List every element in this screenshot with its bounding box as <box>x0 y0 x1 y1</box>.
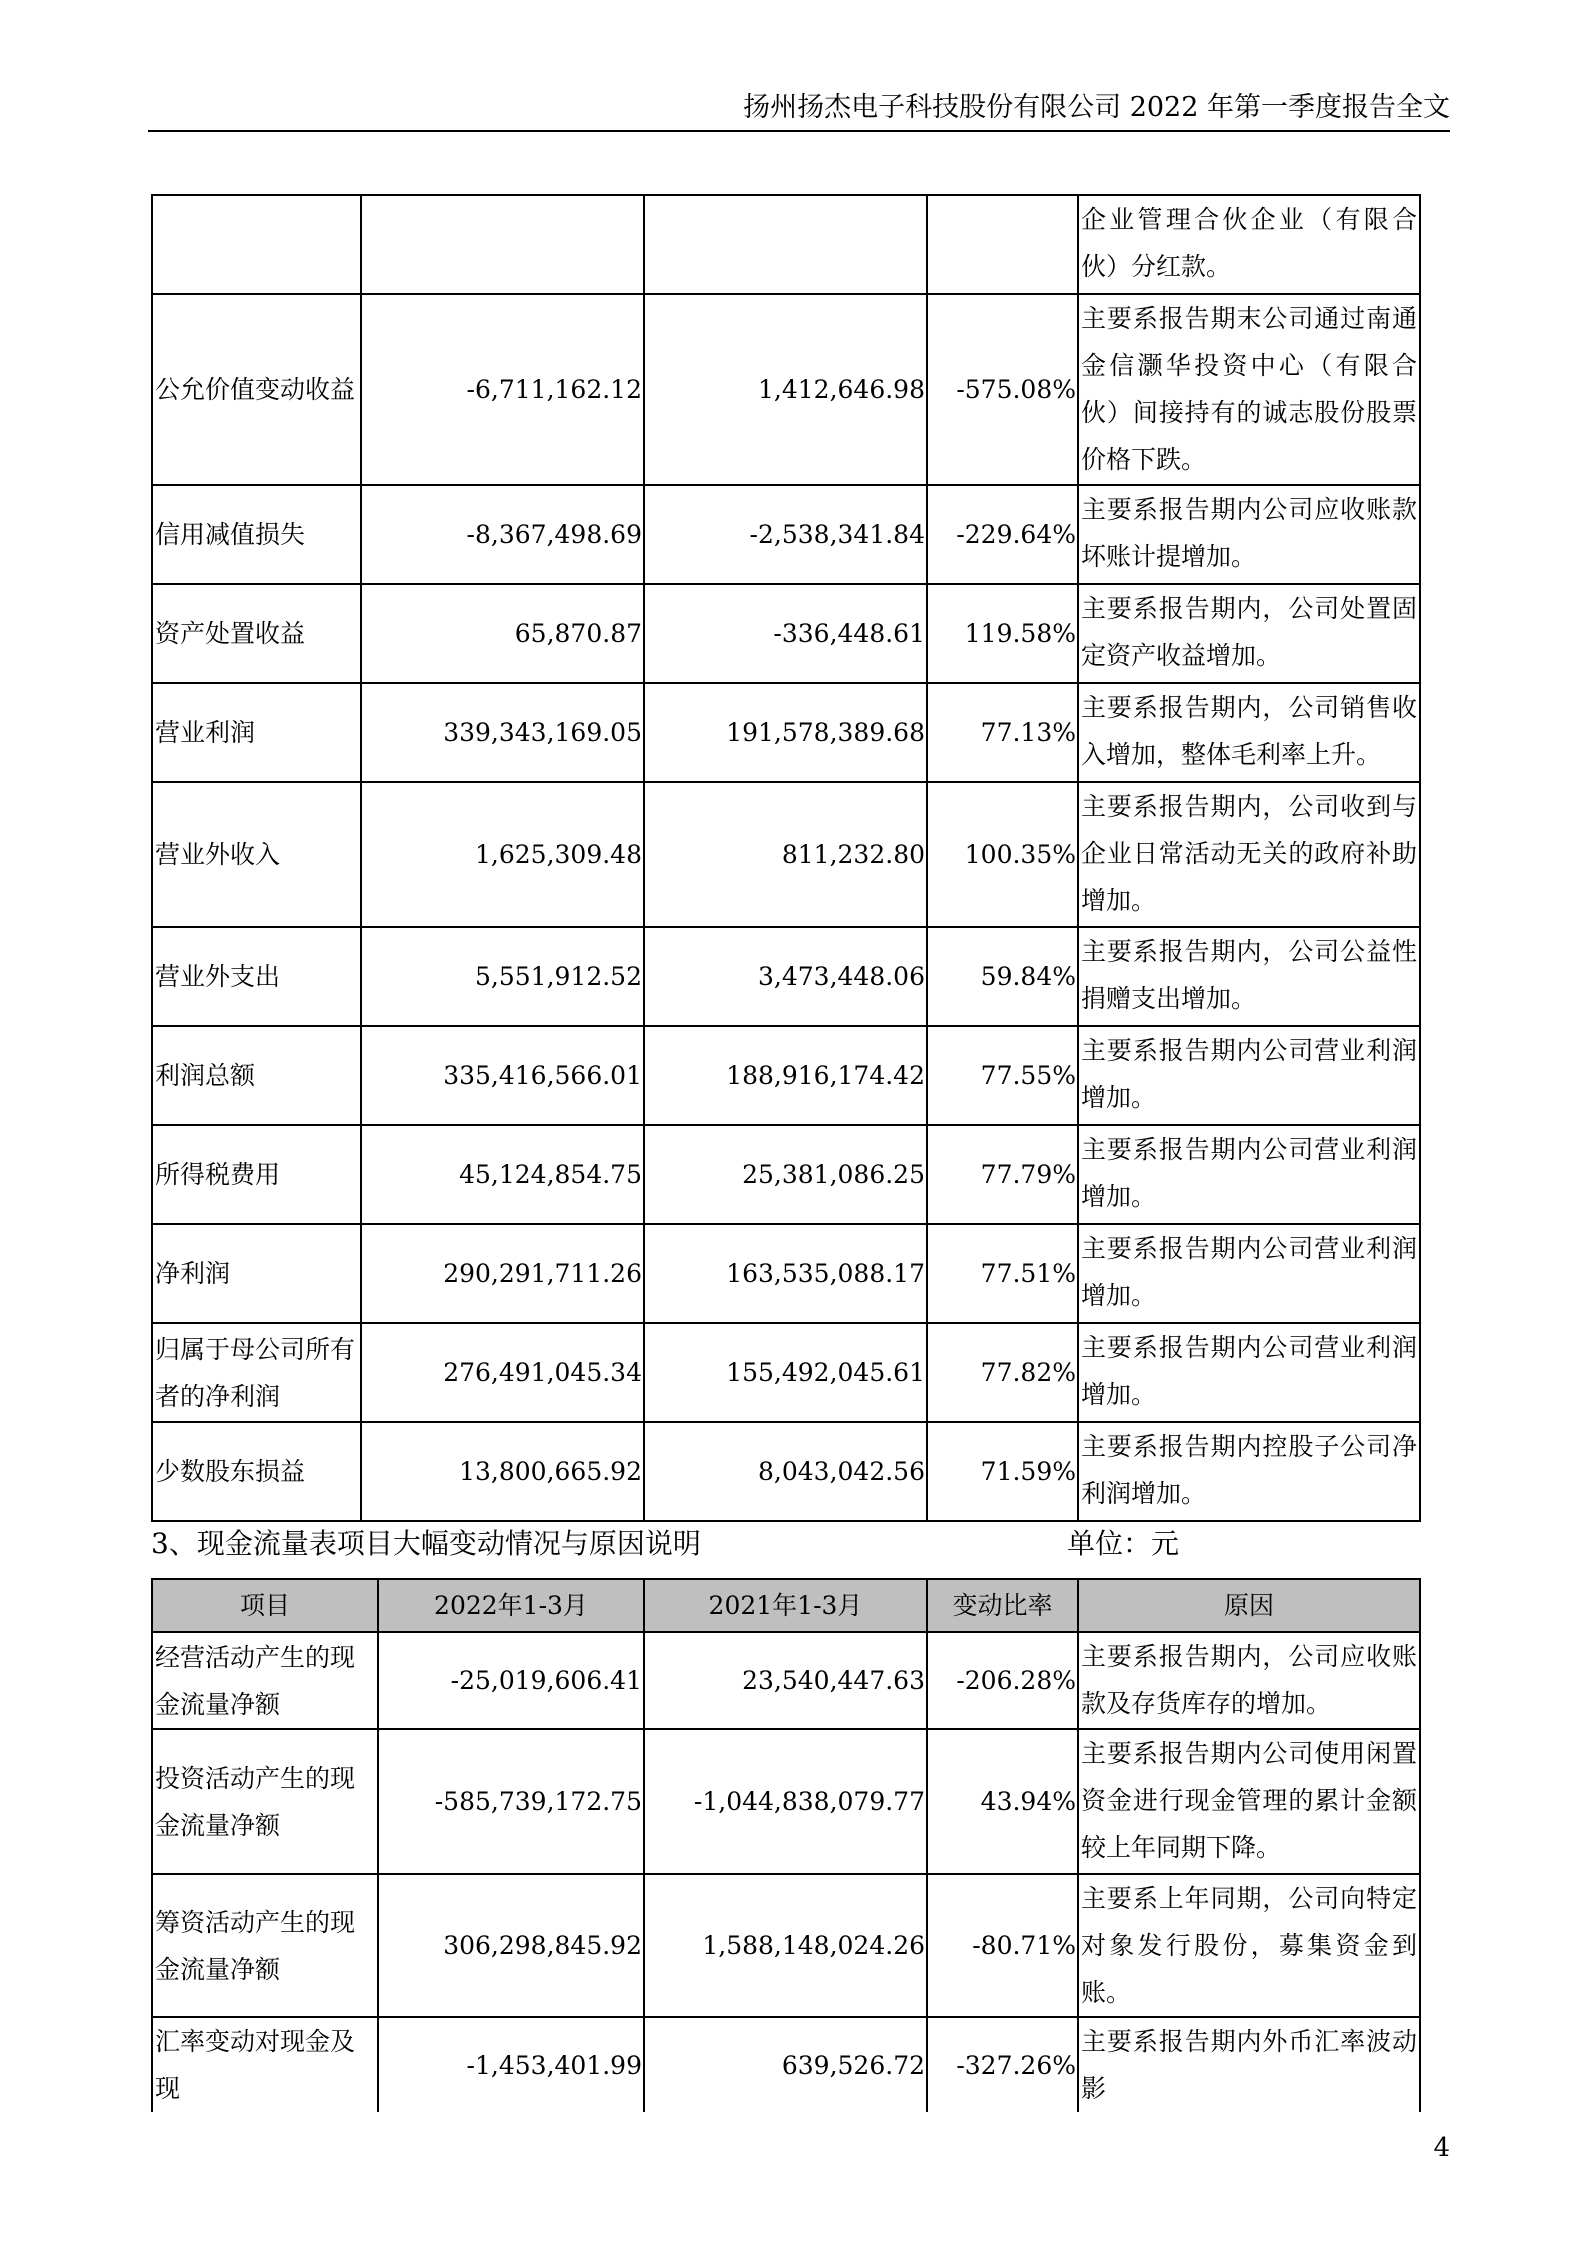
row-label: 营业利润 <box>152 683 361 782</box>
row-label: 公允价值变动收益 <box>152 294 361 485</box>
table-row <box>152 195 1420 294</box>
table-row <box>152 294 1420 485</box>
header-prior-period: 2021年1-3月 <box>644 1579 927 1632</box>
table-row <box>152 1125 1420 1224</box>
row-label: 汇率变动对现金及现 <box>152 2017 378 2112</box>
change-ratio: -206.28% <box>927 1632 1078 1729</box>
change-ratio <box>927 195 1078 294</box>
change-ratio: 77.82% <box>927 1323 1078 1422</box>
prior-period-value: -2,538,341.84 <box>644 485 927 584</box>
header-rule <box>148 130 1450 132</box>
change-ratio: -575.08% <box>927 294 1078 485</box>
reason-text: 主要系报告期内公司使用闲置资金进行现金管理的累计金额较上年同期下降。 <box>1078 1729 1420 1874</box>
change-ratio: -80.71% <box>927 1874 1078 2017</box>
page-header: 扬州扬杰电子科技股份有限公司 2022 年第一季度报告全文 <box>743 92 1450 123</box>
reason-text: 主要系上年同期，公司向特定对象发行股份，募集资金到账。 <box>1078 1874 1420 2017</box>
row-label: 归属于母公司所有者的净利润 <box>152 1323 361 1422</box>
current-period-value: 290,291,711.26 <box>361 1224 644 1323</box>
table-row <box>152 1422 1420 1521</box>
table-row <box>152 1729 1420 1874</box>
reason-text: 主要系报告期内，公司处置固定资产收益增加。 <box>1078 584 1420 683</box>
cashflow-changes-table <box>151 1578 1421 2112</box>
table-row <box>152 782 1420 927</box>
change-ratio: 77.79% <box>927 1125 1078 1224</box>
prior-period-value: 163,535,088.17 <box>644 1224 927 1323</box>
income-table-body <box>152 195 1420 1521</box>
header-current-period: 2022年1-3月 <box>378 1579 644 1632</box>
prior-period-value: 191,578,389.68 <box>644 683 927 782</box>
prior-period-value: 811,232.80 <box>644 782 927 927</box>
reason-text: 主要系报告期内外币汇率波动影 <box>1078 2017 1420 2112</box>
current-period-value: -1,453,401.99 <box>378 2017 644 2112</box>
table-row <box>152 1632 1420 1729</box>
prior-period-value: 23,540,447.63 <box>644 1632 927 1729</box>
row-label: 经营活动产生的现金流量净额 <box>152 1632 378 1729</box>
current-period-value: -6,711,162.12 <box>361 294 644 485</box>
reason-text: 主要系报告期内，公司公益性捐赠支出增加。 <box>1078 927 1420 1026</box>
prior-period-value: 25,381,086.25 <box>644 1125 927 1224</box>
reason-text: 主要系报告期内公司营业利润增加。 <box>1078 1323 1420 1422</box>
current-period-value: -8,367,498.69 <box>361 485 644 584</box>
current-period-value: 45,124,854.75 <box>361 1125 644 1224</box>
section-3-heading <box>151 1522 1433 1566</box>
prior-period-value <box>644 195 927 294</box>
change-ratio: 77.13% <box>927 683 1078 782</box>
page-number: 4 <box>1433 2133 1450 2163</box>
current-period-value: 335,416,566.01 <box>361 1026 644 1125</box>
reason-text: 主要系报告期内，公司销售收入增加，整体毛利率上升。 <box>1078 683 1420 782</box>
change-ratio: 77.55% <box>927 1026 1078 1125</box>
table-row <box>152 927 1420 1026</box>
current-period-value: 65,870.87 <box>361 584 644 683</box>
cashflow-header-row <box>152 1579 1420 1632</box>
change-ratio: -327.26% <box>927 2017 1078 2112</box>
reason-text: 主要系报告期内公司营业利润增加。 <box>1078 1224 1420 1323</box>
reason-text: 主要系报告期内控股子公司净利润增加。 <box>1078 1422 1420 1521</box>
row-label: 资产处置收益 <box>152 584 361 683</box>
prior-period-value: 155,492,045.61 <box>644 1323 927 1422</box>
reason-text: 主要系报告期内，公司应收账款及存货库存的增加。 <box>1078 1632 1420 1729</box>
row-label: 营业外收入 <box>152 782 361 927</box>
change-ratio: 43.94% <box>927 1729 1078 1874</box>
current-period-value: 13,800,665.92 <box>361 1422 644 1521</box>
row-label: 净利润 <box>152 1224 361 1323</box>
reason-text: 企业管理合伙企业（有限合伙）分红款。 <box>1078 195 1420 294</box>
reason-text: 主要系报告期内公司营业利润增加。 <box>1078 1125 1420 1224</box>
table-row <box>152 584 1420 683</box>
reason-text: 主要系报告期内公司应收账款坏账计提增加。 <box>1078 485 1420 584</box>
current-period-value: 1,625,309.48 <box>361 782 644 927</box>
table-row <box>152 1224 1420 1323</box>
prior-period-value: -336,448.61 <box>644 584 927 683</box>
header-item: 项目 <box>152 1579 378 1632</box>
current-period-value: 5,551,912.52 <box>361 927 644 1026</box>
prior-period-value: 1,588,148,024.26 <box>644 1874 927 2017</box>
row-label: 利润总额 <box>152 1026 361 1125</box>
change-ratio: 77.51% <box>927 1224 1078 1323</box>
row-label: 筹资活动产生的现金流量净额 <box>152 1874 378 2017</box>
reason-text: 主要系报告期末公司通过南通金信灏华投资中心（有限合伙）间接持有的诚志股份股票价格下跌。 <box>1078 294 1420 485</box>
prior-period-value: 188,916,174.42 <box>644 1026 927 1125</box>
change-ratio: 59.84% <box>927 927 1078 1026</box>
unit-label: 单位：元 <box>1066 1527 1179 1560</box>
cashflow-table-body <box>152 1632 1420 2112</box>
current-period-value: -25,019,606.41 <box>378 1632 644 1729</box>
table-row <box>152 1874 1420 2017</box>
change-ratio: 119.58% <box>927 584 1078 683</box>
header-reason: 原因 <box>1078 1579 1420 1632</box>
table-row <box>152 1323 1420 1422</box>
change-ratio: -229.64% <box>927 485 1078 584</box>
table-row <box>152 1026 1420 1125</box>
prior-period-value: -1,044,838,079.77 <box>644 1729 927 1874</box>
prior-period-value: 639,526.72 <box>644 2017 927 2112</box>
row-label: 少数股东损益 <box>152 1422 361 1521</box>
row-label: 投资活动产生的现金流量净额 <box>152 1729 378 1874</box>
table-row <box>152 485 1420 584</box>
prior-period-value: 1,412,646.98 <box>644 294 927 485</box>
row-label: 信用减值损失 <box>152 485 361 584</box>
current-period-value: 306,298,845.92 <box>378 1874 644 2017</box>
row-label: 所得税费用 <box>152 1125 361 1224</box>
reason-text: 主要系报告期内，公司收到与企业日常活动无关的政府补助增加。 <box>1078 782 1420 927</box>
prior-period-value: 3,473,448.06 <box>644 927 927 1026</box>
header-change-ratio: 变动比率 <box>927 1579 1078 1632</box>
table-row <box>152 683 1420 782</box>
change-ratio: 71.59% <box>927 1422 1078 1521</box>
current-period-value <box>361 195 644 294</box>
prior-period-value: 8,043,042.56 <box>644 1422 927 1521</box>
table-row <box>152 2017 1420 2112</box>
section-3-title: 3、现金流量表项目大幅变动情况与原因说明 <box>151 1527 701 1560</box>
current-period-value: 276,491,045.34 <box>361 1323 644 1422</box>
reason-text: 主要系报告期内公司营业利润增加。 <box>1078 1026 1420 1125</box>
row-label <box>152 195 361 294</box>
current-period-value: 339,343,169.05 <box>361 683 644 782</box>
income-statement-changes-table <box>151 194 1421 1522</box>
row-label: 营业外支出 <box>152 927 361 1026</box>
change-ratio: 100.35% <box>927 782 1078 927</box>
current-period-value: -585,739,172.75 <box>378 1729 644 1874</box>
